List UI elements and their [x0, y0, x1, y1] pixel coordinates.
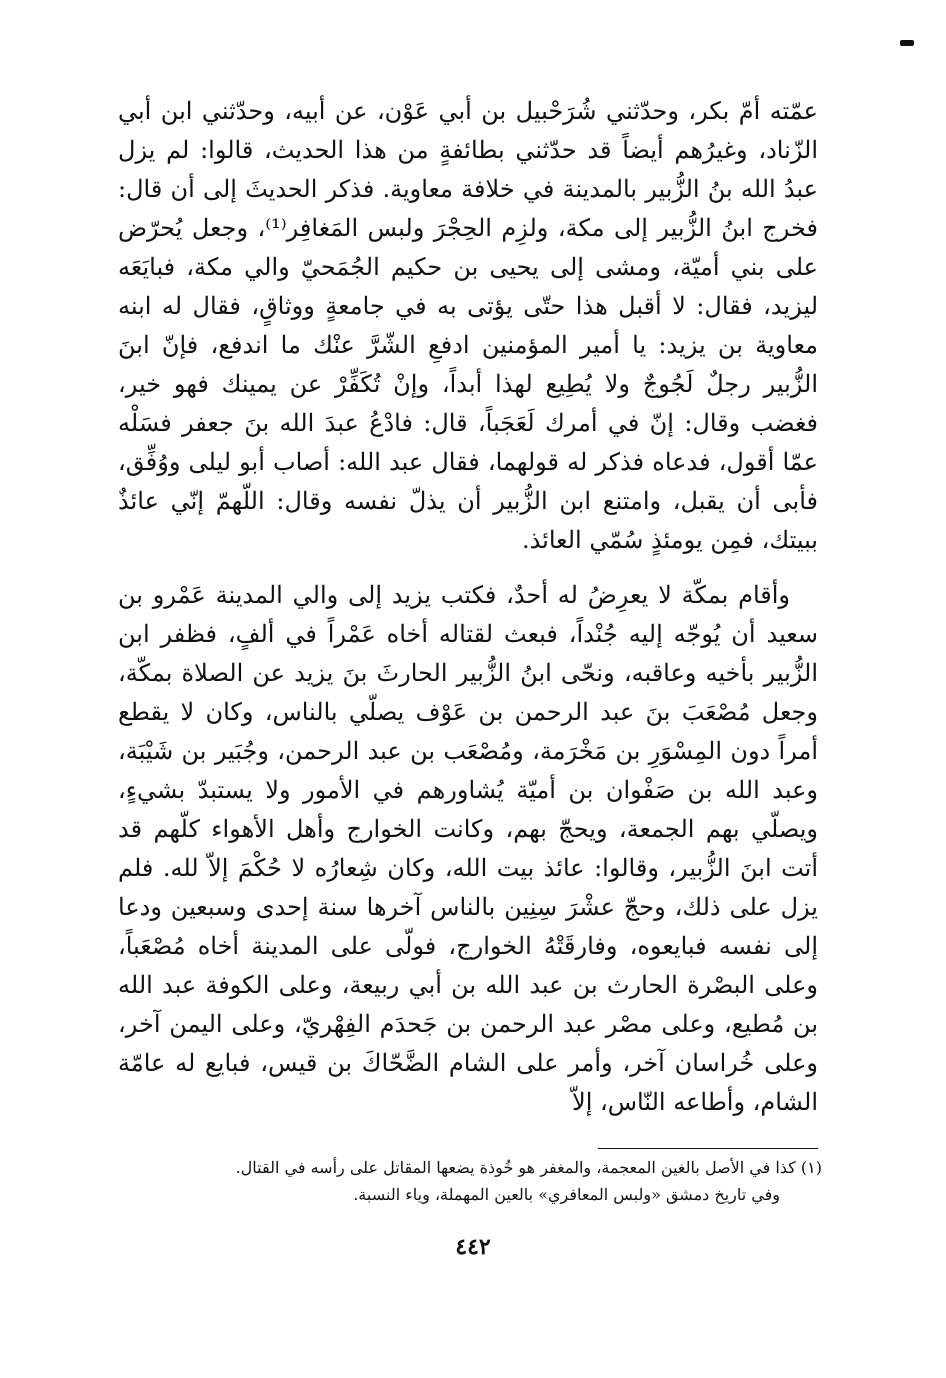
corner-mark — [900, 40, 914, 46]
paragraph: وأقام بمكّة لا يعرِضُ له أحدٌ، فكتب يزيد إلى والي المدينة عَمْرو بن سعيد أن يُوجّه إليه جُنْداً، فبعث لقتاله أخاه عَمْراً في ألفٍ، فظفر ابن الزُّبير بأخيه وعاقبه، ونحّى ابنُ الزُّبير الحارثَ بنَ يزيد عن الصلاة بمكّة، وجعل مُصْعَبَ بنَ عبد الرحمن بن عَوْف يصلّي بالناس، وكان لا يقطع أمراً دون المِسْوَرِ بن مَخْرَمة، ومُصْعَب بن عبد الرحمن، وجُبَير بن شَيْبَة، وعبد الله بن صَفْوان بن أميّة يُشاورهم في الأمور ولا يستبدّ بشيءٍ، ويصلّي بهم الجمعة، ويحجّ بهم، وكانت الخوارج وأهل الأهواء كلّهم قد أتت ابنَ الزُّبير، وقالوا: عائذ بيت الله، وكان شِعارُه لا حُكْمَ إلاّ لله. فلم يزل على ذلك، وحجّ عشْرَ سِنِين بالناس آخرها سنة إحدى وسبعين ودعا إلى نفسه فبايعوه، وفارقَتْهُ الخوارج، فولّى على المدينة أخاه مُصْعَباً، وعلى البصْرة الحارث بن عبد الله بن أبي ربيعة، وعلى الكوفة عبد الله بن مُطيع، وعلى مصْر عبد الرحمن بن جَحدَم الفِهْريّ، وعلى اليمن آخر، وعلى خُراسان آخر، وأمر على الشام الضَّحّاكَ بن قيس، فبايع له عامّة الشام، وأطاعه النّاس، إلاّ — [118, 581, 819, 1116]
paragraph: عمّته أمّ بكر، وحدّثني شُرَحْبيل بن أبي عَوْن، عن أبيه، وحدّثني ابن أبي الزّناد، وغيرُهم أيضاً قد حدّثني بطائفةٍ من هذا الحديث، قالوا: لم يزل عبدُ الله بنُ الزُّبير بالمدينة في خلافة معاوية. فذكر الحديثَ إلى أن قال: فخرج ابنُ الزُّبير إلى مكة، ولزِم الحِجْرَ ولبس المَغافِر⁽¹⁾، وجعل يُحرّض على بني أميّة، ومشى إلى يحيى بن حكيم الجُمَحيّ والي مكة، فبايَعَه ليزيد، فقال: لا أقبل هذا حتّى يؤتى به في جامعةٍ ووثاقٍ، فقال له ابنه معاوية بن يزيد: يا أمير المؤمنين ادفعِ الشّرَّ عنْك ما اندفع، فإنّ ابنَ الزُّبير رجلٌ لَجُوجٌ ولا يُطِيع لهذا أبداً، وإنْ تُكَفِّرْ عن يمينك فهو خير، فغضب وقال: إنّ في أمرك لَعَجَباً، قال: فادْعُ عبدَ الله بنَ جعفر فسَلْه عمّا أقول، فدعاه فذكر له قولهما، فقال عبد الله: أصاب أبو ليلى ووُفِّق، فأبى أن يقبل، وامتنع ابن الزُّبير أن يذلّ نفسه وقال: اللّهمّ إنّي عائذٌ ببيتك، فمِن يومئذٍ سُمّي العائذ. — [118, 97, 819, 554]
main-text — [118, 92, 818, 1122]
footnotes — [150, 1154, 822, 1208]
footnote-separator — [598, 1148, 818, 1149]
footnote-line: (١) كذا في الأصل بالغين المعجمة، والمغفر هو خُوذة يضعها المقاتل على رأسه في القتال. — [235, 1158, 822, 1177]
page-number: ٤٤٢ — [455, 1234, 491, 1260]
footnote-line: وفي تاريخ دمشق «ولبس المعافري» بالعين المهملة، وياء النسبة. — [353, 1185, 780, 1204]
